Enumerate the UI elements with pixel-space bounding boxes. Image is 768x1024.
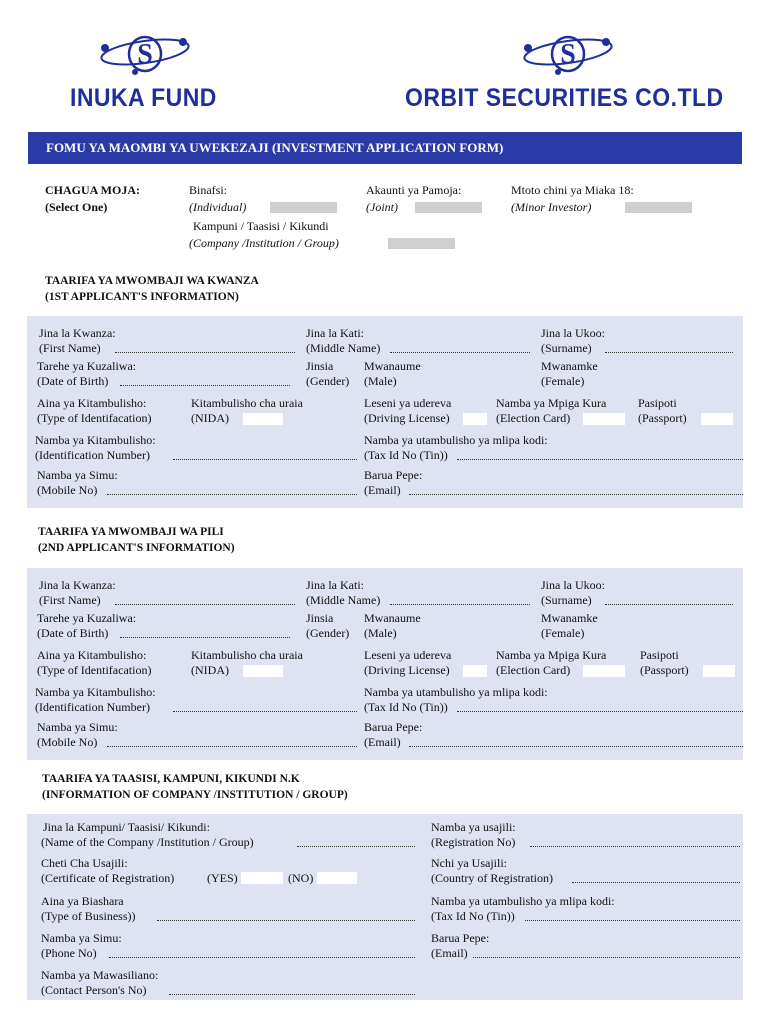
company-name-input[interactable]	[297, 846, 415, 847]
company-tin-label-en: (Tax Id No (Tin))	[431, 909, 515, 923]
election-checkbox[interactable]	[583, 665, 625, 677]
company-email-label: Barua Pepe:	[431, 931, 490, 945]
gender-label: Jinsia	[306, 359, 334, 373]
country-label-en: (Country of Registration)	[431, 871, 553, 885]
female-label-en: (Female)	[541, 626, 585, 640]
female-label-en: (Female)	[541, 374, 585, 388]
first-name-input[interactable]	[115, 604, 295, 605]
id-type-label: Aina ya Kitambulisho:	[37, 648, 147, 662]
company-name-label: Jina la Kampuni/ Taasisi/ Kikundi:	[43, 820, 210, 834]
id-number-input[interactable]	[173, 711, 357, 712]
id-type-label-en: (Type of Identifacation)	[37, 663, 152, 677]
company-heading-en: (INFORMATION OF COMPANY /INSTITUTION / GROUP)	[42, 789, 348, 801]
joint-label: Akaunti ya Pamoja:	[366, 183, 462, 197]
contact-label-en: (Contact Person's No)	[41, 983, 147, 997]
nida-label-en: (NIDA)	[191, 411, 229, 425]
mobile-label: Namba ya Simu:	[37, 468, 118, 482]
id-number-label: Namba ya Kitambulisho:	[35, 433, 156, 447]
gender-label-en: (Gender)	[306, 374, 350, 388]
tin-label: Namba ya utambulisho ya mlipa kodi:	[364, 685, 548, 699]
driving-label: Leseni ya udereva	[364, 396, 452, 410]
male-label-en: (Male)	[364, 374, 397, 388]
reg-no-label: Namba ya usajili:	[431, 820, 516, 834]
dob-label: Tarehe ya Kuzaliwa:	[37, 359, 137, 373]
tin-label: Namba ya utambulisho ya mlipa kodi:	[364, 433, 548, 447]
company-tin-label: Namba ya utambulisho ya mlipa kodi:	[431, 894, 615, 908]
cert-label-en: (Certificate of Registration)	[41, 871, 175, 885]
middle-name-label-en: (Middle Name)	[306, 593, 381, 607]
orbit-s-logo-icon	[95, 30, 195, 78]
orbit-securities-brand: ORBIT SECURITIES CO.TLD	[405, 84, 724, 112]
business-input[interactable]	[157, 920, 415, 921]
mobile-input[interactable]	[107, 494, 357, 495]
male-label: Mwanaume	[364, 611, 421, 625]
passport-checkbox[interactable]	[701, 413, 733, 425]
cert-yes-label: (YES)	[207, 871, 238, 885]
driving-checkbox[interactable]	[463, 665, 487, 677]
dob-input[interactable]	[120, 385, 290, 386]
inuka-fund-brand: INUKA FUND	[70, 84, 217, 112]
svg-text:S: S	[560, 39, 576, 70]
applicant1-panel	[27, 316, 743, 508]
reg-no-input[interactable]	[530, 846, 740, 847]
passport-label-en: (Passport)	[640, 663, 689, 677]
id-number-input[interactable]	[173, 459, 357, 460]
email-label-en: (Email)	[364, 735, 401, 749]
mobile-label-en: (Mobile No)	[37, 735, 98, 749]
passport-label: Pasipoti	[638, 396, 677, 410]
cert-label: Cheti Cha Usajili:	[41, 856, 128, 870]
contact-label: Namba ya Mawasiliano:	[41, 968, 159, 982]
election-checkbox[interactable]	[583, 413, 625, 425]
nida-checkbox[interactable]	[243, 665, 283, 677]
id-type-label-en: (Type of Identifacation)	[37, 411, 152, 425]
email-label: Barua Pepe:	[364, 468, 423, 482]
dob-label-en: (Date of Birth)	[37, 374, 109, 388]
business-label-en: (Type of Business))	[41, 909, 136, 923]
mobile-label: Namba ya Simu:	[37, 720, 118, 734]
id-number-label-en: (Identification Number)	[35, 700, 150, 714]
nida-checkbox[interactable]	[243, 413, 283, 425]
middle-name-input[interactable]	[390, 352, 530, 353]
mobile-input[interactable]	[107, 746, 357, 747]
driving-label-en: (Driving License)	[364, 411, 450, 425]
passport-label-en: (Passport)	[638, 411, 687, 425]
svg-text:S: S	[137, 39, 153, 70]
driving-label: Leseni ya udereva	[364, 648, 452, 662]
company-email-input[interactable]	[473, 957, 740, 958]
first-name-label-en: (First Name)	[39, 341, 101, 355]
individual-checkbox[interactable]	[270, 202, 337, 213]
surname-label: Jina la Ukoo:	[541, 578, 605, 592]
surname-label: Jina la Ukoo:	[541, 326, 605, 340]
phone-label-en: (Phone No)	[41, 946, 97, 960]
female-label: Mwanamke	[541, 611, 598, 625]
surname-input[interactable]	[605, 604, 733, 605]
company-option-label-en: (Company /Institution / Group)	[189, 236, 339, 250]
email-input[interactable]	[409, 494, 743, 495]
nida-label-en: (NIDA)	[191, 663, 229, 677]
mobile-label-en: (Mobile No)	[37, 483, 98, 497]
minor-label: Mtoto chini ya Miaka 18:	[511, 183, 634, 197]
first-name-input[interactable]	[115, 352, 295, 353]
tin-input[interactable]	[457, 459, 743, 460]
individual-label-en: (Individual)	[189, 200, 247, 214]
dob-input[interactable]	[120, 637, 290, 638]
email-label: Barua Pepe:	[364, 720, 423, 734]
gender-label-en: (Gender)	[306, 626, 350, 640]
tin-label-en: (Tax Id No (Tin))	[364, 700, 448, 714]
female-label: Mwanamke	[541, 359, 598, 373]
applicant1-heading: TAARIFA YA MWOMBAJI WA KWANZA	[45, 275, 259, 287]
dob-label: Tarehe ya Kuzaliwa:	[37, 611, 137, 625]
country-label: Nchi ya Usajili:	[431, 856, 507, 870]
surname-label-en: (Surname)	[541, 593, 592, 607]
email-input[interactable]	[409, 746, 743, 747]
form-title-banner: FOMU YA MAOMBI YA UWEKEZAJI (INVESTMENT APPLICATION FORM)	[28, 132, 742, 164]
nida-label: Kitambulisho cha uraia	[191, 396, 303, 410]
election-label: Namba ya Mpiga Kura	[496, 396, 607, 410]
passport-checkbox[interactable]	[703, 665, 735, 677]
company-option-label: Kampuni / Taasisi / Kikundi	[193, 219, 329, 233]
company-email-label-en: (Email)	[431, 946, 468, 960]
contact-input[interactable]	[169, 994, 415, 995]
id-type-label: Aina ya Kitambulisho:	[37, 396, 147, 410]
tin-input[interactable]	[457, 711, 743, 712]
joint-label-en: (Joint)	[366, 200, 398, 214]
first-name-label: Jina la Kwanza:	[39, 326, 116, 340]
middle-name-label-en: (Middle Name)	[306, 341, 381, 355]
phone-label: Namba ya Simu:	[41, 931, 122, 945]
surname-label-en: (Surname)	[541, 341, 592, 355]
male-label-en: (Male)	[364, 626, 397, 640]
middle-name-label: Jina la Kati:	[306, 326, 364, 340]
gender-label: Jinsia	[306, 611, 334, 625]
orbit-s-logo-icon	[518, 30, 618, 78]
middle-name-input[interactable]	[390, 604, 530, 605]
middle-name-label: Jina la Kati:	[306, 578, 364, 592]
joint-checkbox[interactable]	[415, 202, 482, 213]
minor-checkbox[interactable]	[625, 202, 692, 213]
applicant2-heading: TAARIFA YA MWOMBAJI WA PILI	[38, 526, 224, 538]
company-name-label-en: (Name of the Company /Institution / Group)	[41, 835, 254, 849]
tin-label-en: (Tax Id No (Tin))	[364, 448, 448, 462]
driving-checkbox[interactable]	[463, 413, 487, 425]
company-checkbox[interactable]	[388, 238, 455, 249]
select-one-label-en: (Select One)	[45, 200, 108, 214]
email-label-en: (Email)	[364, 483, 401, 497]
election-label-en: (Election Card)	[496, 411, 571, 425]
passport-label: Pasipoti	[640, 648, 679, 662]
applicant2-heading-en: (2ND APPLICANT'S INFORMATION)	[38, 542, 235, 554]
applicant1-heading-en: (1ST APPLICANT'S INFORMATION)	[45, 291, 239, 303]
driving-label-en: (Driving License)	[364, 663, 450, 677]
surname-input[interactable]	[605, 352, 733, 353]
id-number-label: Namba ya Kitambulisho:	[35, 685, 156, 699]
first-name-label: Jina la Kwanza:	[39, 578, 116, 592]
phone-input[interactable]	[109, 957, 415, 958]
cert-no-checkbox[interactable]	[317, 872, 357, 884]
applicant2-panel	[27, 568, 743, 760]
company-heading: TAARIFA YA TAASISI, KAMPUNI, KIKUNDI N.K	[42, 773, 300, 785]
male-label: Mwanaume	[364, 359, 421, 373]
company-panel	[27, 814, 743, 1000]
business-label: Aina ya Biashara	[41, 894, 124, 908]
company-tin-input[interactable]	[525, 920, 740, 921]
minor-label-en: (Minor Investor)	[511, 200, 592, 214]
cert-yes-checkbox[interactable]	[241, 872, 283, 884]
individual-label: Binafsi:	[189, 183, 227, 197]
election-label-en: (Election Card)	[496, 663, 571, 677]
reg-no-label-en: (Registration No)	[431, 835, 516, 849]
dob-label-en: (Date of Birth)	[37, 626, 109, 640]
cert-no-label: (NO)	[288, 871, 314, 885]
nida-label: Kitambulisho cha uraia	[191, 648, 303, 662]
id-number-label-en: (Identification Number)	[35, 448, 150, 462]
country-input[interactable]	[572, 882, 740, 883]
first-name-label-en: (First Name)	[39, 593, 101, 607]
select-one-label: CHAGUA MOJA:	[45, 183, 140, 197]
election-label: Namba ya Mpiga Kura	[496, 648, 607, 662]
